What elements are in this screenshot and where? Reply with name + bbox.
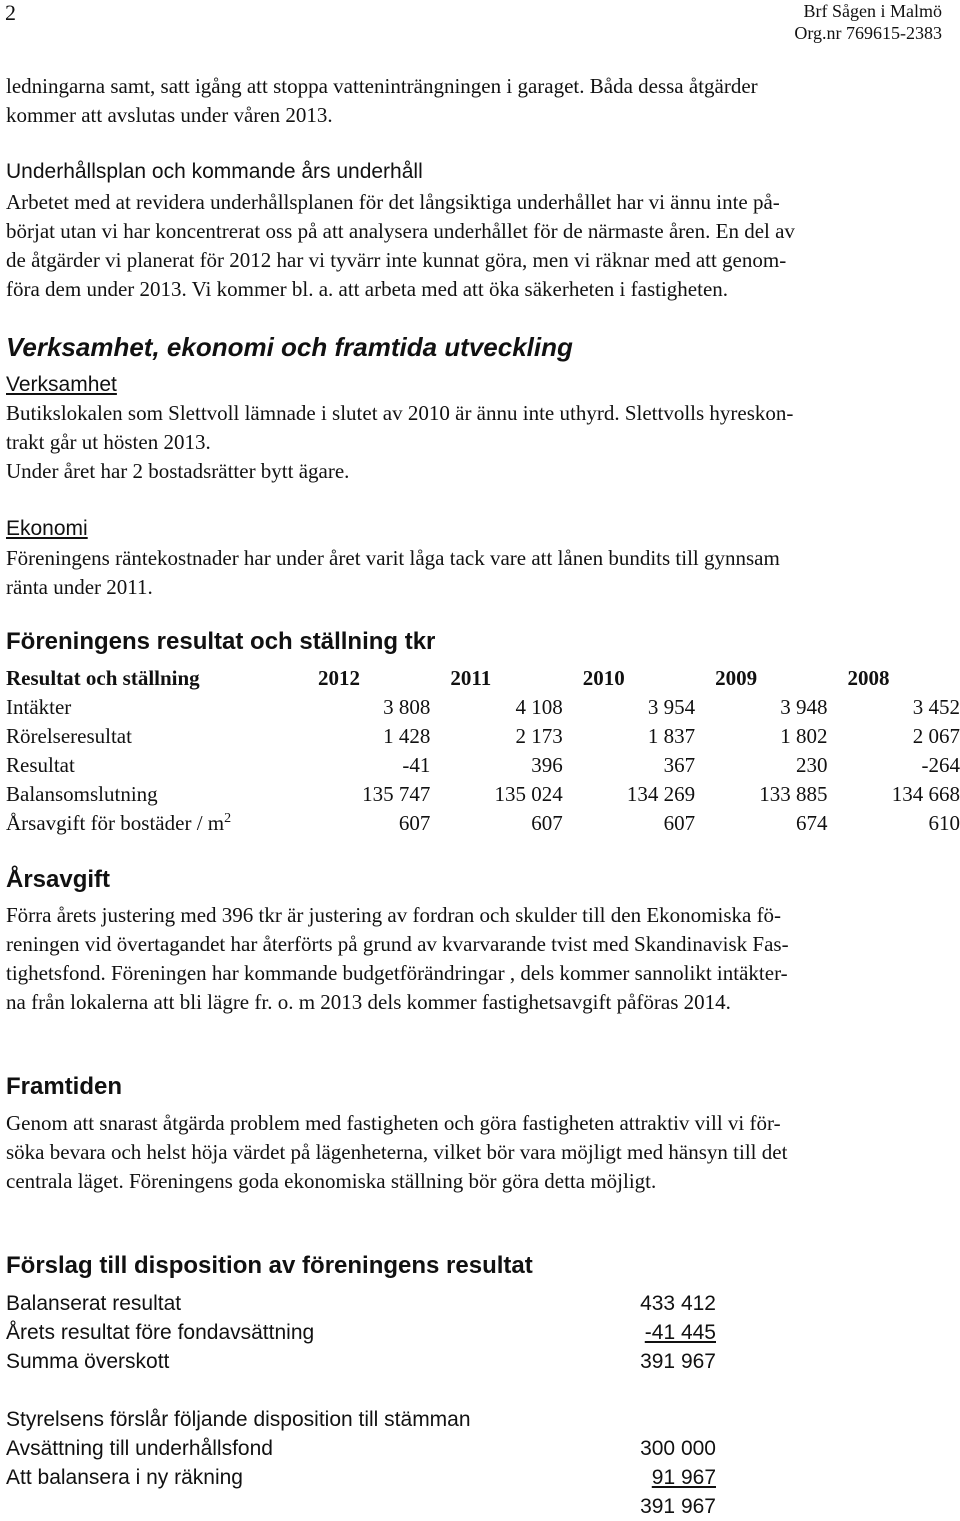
fee-line: reningen vid övertagandet har återförts på grund av kvarvarande tvist med Skandinavisk Fas-: [6, 932, 789, 956]
disposition-value: 91 967: [651, 1466, 716, 1489]
table-row: [6, 809, 960, 838]
row-label: Resultat: [6, 753, 75, 777]
disposition-row: [6, 1289, 716, 1318]
page-header: [794, 0, 942, 44]
fee-line: na från lokalerna att bli lägre fr. o. m 2013 dels kommer fastighetsavgift påföras 2014.: [6, 990, 731, 1014]
future-line: söka bevara och helst höja värdet på lägenheterna, vilket bör vara möjligt med hänsyn till det: [6, 1140, 788, 1164]
maintenance-paragraph: [6, 188, 795, 304]
table-cell: 3 948: [780, 695, 828, 719]
table-cell: -264: [921, 753, 960, 777]
intro-line: ledningarna samt, satt igång att stoppa vatteninträngningen i garaget. Båda dessa åtgärder: [6, 74, 758, 98]
results-heading: Föreningens resultat och ställning tkr: [6, 628, 436, 655]
disposition-value: -41 445: [644, 1321, 716, 1344]
table-row: [6, 722, 960, 751]
intro-line: kommer att avslutas under våren 2013.: [6, 103, 333, 127]
table-header-label: Resultat och ställning: [6, 666, 200, 690]
table-cell: 1 837: [647, 724, 696, 748]
disposition-label: Att balansera i ny räkning: [6, 1466, 243, 1489]
business-line: trakt går ut hösten 2013.: [6, 430, 211, 454]
table-header-year: 2012: [318, 666, 361, 690]
table-cell: 134 269: [626, 782, 696, 806]
disposition-value: 391 967: [640, 1350, 716, 1373]
future-line: centrala läget. Föreningens goda ekonomiska ställning bör göra detta möjligt.: [6, 1169, 657, 1193]
table-cell: 607: [398, 811, 431, 835]
future-line: Genom att snarast åtgärda problem med fastigheten och göra fastigheten attraktiv vill vi för-: [6, 1111, 781, 1135]
maintenance-line: föra dem under 2013. Vi kommer bl. a. att arbeta med att öka säkerheten i fastigheten.: [6, 277, 729, 301]
org-number: Org.nr 769615-2383: [794, 23, 942, 43]
disposition-summary: [6, 1289, 716, 1376]
business-line: Butikslokalen som Slettvoll lämnade i slutet av 2010 är ännu inte uthyrd. Slettvolls hyreskon-: [6, 401, 794, 425]
row-label: Balansomslutning: [6, 782, 158, 806]
table-cell: 2 173: [515, 724, 563, 748]
economy-heading: Ekonomi: [6, 517, 88, 540]
table-cell: 4 108: [515, 695, 563, 719]
results-table: [6, 664, 960, 838]
intro-paragraph: [6, 72, 758, 130]
table-cell: 610: [928, 811, 960, 835]
business-line: Under året har 2 bostadsrätter bytt ägare.: [6, 459, 350, 483]
row-label-text: Årsavgift för bostäder / m: [6, 811, 225, 835]
table-cell: 3 452: [912, 695, 960, 719]
table-cell: 367: [663, 753, 696, 777]
disposition-value: 300 000: [640, 1437, 716, 1460]
table-header-year: 2010: [582, 666, 625, 690]
disposition-label: Årets resultat före fondavsättning: [6, 1321, 315, 1344]
fee-line: tighetsfond. Föreningen har kommande budgetförändringar , dels kommer sannolikt intäkter-: [6, 961, 788, 985]
table-cell: 3 954: [647, 695, 696, 719]
table-row: [6, 693, 960, 722]
disposition-row: [6, 1347, 716, 1376]
disposition-label: Summa överskott: [6, 1350, 170, 1373]
disposition-row: [6, 1434, 716, 1463]
table-cell: 134 668: [891, 782, 960, 806]
business-paragraph: [6, 399, 793, 486]
economy-line: Föreningens räntekostnader har under året varit låga tack vare att lånen bundits till gynnsam: [6, 546, 780, 570]
future-heading: Framtiden: [6, 1073, 123, 1100]
table-cell: 230: [796, 753, 828, 777]
table-cell: 2 067: [912, 724, 960, 748]
business-heading: Verksamhet, ekonomi och framtida utveckling: [6, 332, 573, 362]
fee-heading: Årsavgift: [6, 866, 111, 893]
table-cell: 607: [531, 811, 563, 835]
table-header-year: 2008: [847, 666, 890, 690]
maintenance-line: de åtgärder vi planerat för 2012 har vi tyvärr inte kunnat göra, men vi räknar med att genom-: [6, 248, 787, 272]
economy-line: ränta under 2011.: [6, 575, 153, 599]
row-label: Intäkter: [6, 695, 72, 719]
table-cell: 3 808: [383, 695, 431, 719]
fee-paragraph: [6, 901, 789, 1017]
org-name: Brf Sågen i Malmö: [803, 1, 942, 21]
table-cell: 396: [531, 753, 563, 777]
disposition-row: [6, 1318, 716, 1347]
row-label: [6, 809, 298, 838]
disposition-label: Balanserat resultat: [6, 1292, 182, 1315]
row-label-superscript: 2: [224, 811, 232, 826]
table-header-row: [6, 664, 960, 693]
table-cell: 135 747: [362, 782, 431, 806]
proposal-heading: Styrelsens förslår följande disposition till stämman: [6, 1408, 471, 1431]
table-cell: 133 885: [759, 782, 828, 806]
future-paragraph: [6, 1109, 787, 1196]
row-label: Rörelseresultat: [6, 724, 132, 748]
disposition-heading: Förslag till disposition av föreningens resultat: [6, 1252, 533, 1279]
disposition-row: [6, 1463, 716, 1492]
business-subheading: Verksamhet: [6, 373, 117, 396]
table-cell: 1 428: [383, 724, 431, 748]
maintenance-line: börjat utan vi har koncentrerat oss på att analysera underhållet för de närmaste åren. En del av: [6, 219, 795, 243]
disposition-label: Avsättning till underhållsfond: [6, 1437, 273, 1460]
table-cell: 135 024: [494, 782, 563, 806]
table-header-year: 2011: [450, 666, 492, 690]
table-cell: 674: [796, 811, 828, 835]
economy-paragraph: [6, 544, 780, 602]
fee-line: Förra årets justering med 396 tkr är justering av fordran och skulder till den Ekonomiska fö-: [6, 903, 782, 927]
table-header-year: 2009: [715, 666, 758, 690]
maintenance-line: Arbetet med at revidera underhållsplanen för det långsiktiga underhållet har vi ännu inte på-: [6, 190, 780, 214]
disposition-value: 433 412: [640, 1292, 716, 1315]
disposition-proposal: [6, 1434, 716, 1521]
disposition-total: 391 967: [640, 1495, 716, 1518]
table-cell: 607: [663, 811, 696, 835]
table-row: [6, 751, 960, 780]
table-cell: -41: [402, 753, 431, 777]
table-row: [6, 780, 960, 809]
table-cell: 1 802: [780, 724, 828, 748]
page-number: 2: [5, 0, 16, 25]
maintenance-heading: Underhållsplan och kommande års underhåll: [6, 160, 423, 183]
